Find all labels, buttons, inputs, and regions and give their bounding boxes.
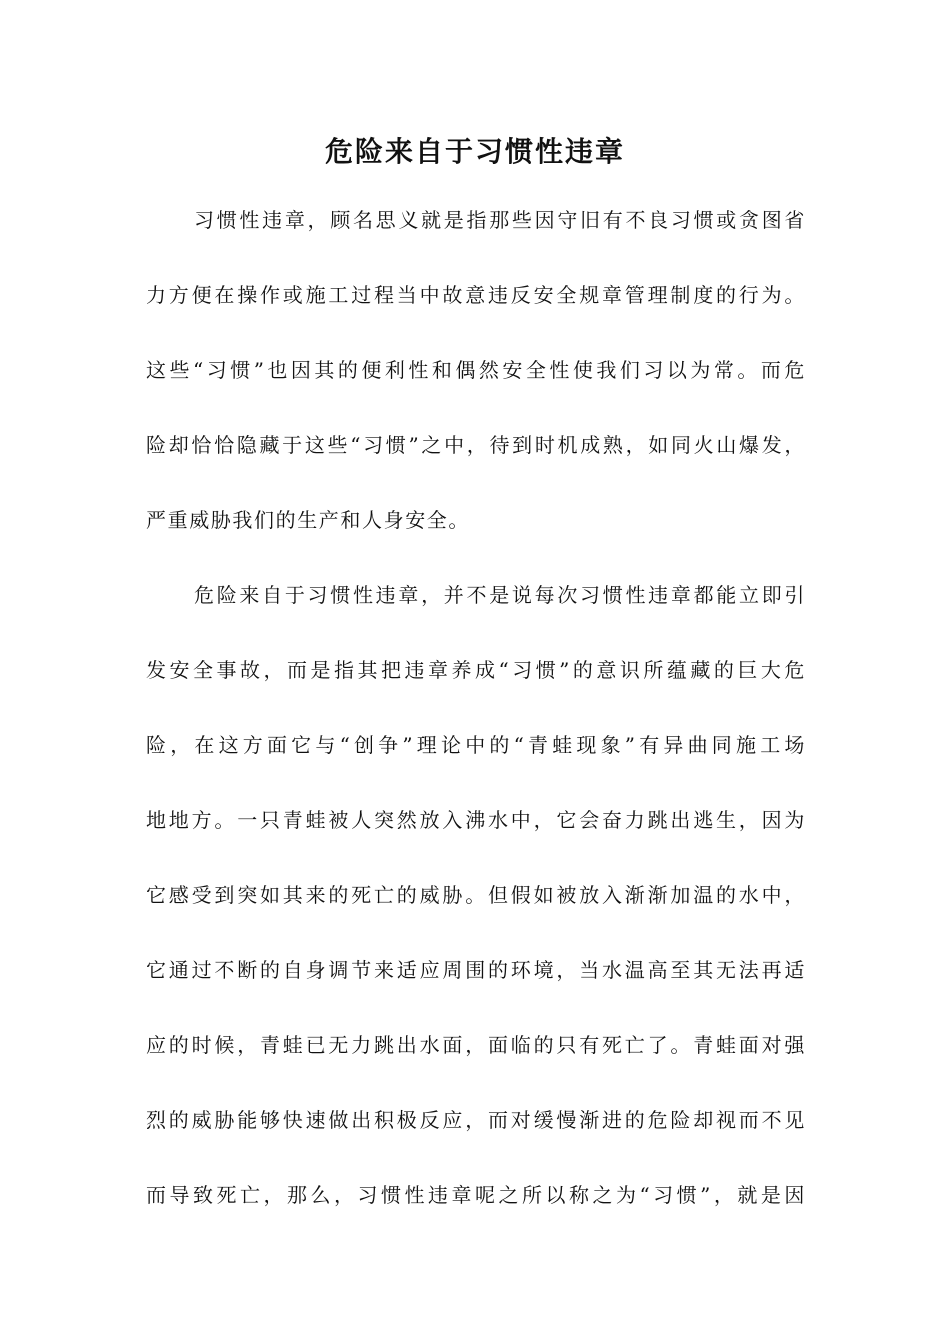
document-title: 危险来自于习惯性违章 <box>324 135 625 168</box>
paragraph-line: 险，在这方面它与“创争”理论中的“青蛙现象”有异曲同施工场 <box>146 733 806 757</box>
paragraph-line: 危险来自于习惯性违章，并不是说每次习惯性违章都能立即引 <box>194 583 806 607</box>
paragraph-line: 这些“习惯”也因其的便利性和偶然安全性使我们习以为常。而危 <box>146 358 806 382</box>
paragraph-line: 它感受到突如其来的死亡的威胁。但假如被放入渐渐加温的水中， <box>146 883 806 907</box>
paragraph-line: 习惯性违章，顾名思义就是指那些因守旧有不良习惯或贪图省 <box>194 208 806 232</box>
paragraph-line: 地地方。一只青蛙被人突然放入沸水中，它会奋力跳出逃生，因为 <box>146 808 806 832</box>
paragraph-line: 应的时候，青蛙已无力跳出水面，面临的只有死亡了。青蛙面对强 <box>146 1033 806 1057</box>
paragraph-line: 烈的威胁能够快速做出积极反应，而对缓慢渐进的危险却视而不见 <box>146 1108 806 1132</box>
paragraph-line: 险却恰恰隐藏于这些“习惯”之中，待到时机成熟，如同火山爆发， <box>146 433 806 457</box>
paragraph-line: 而导致死亡，那么，习惯性违章呢之所以称之为“习惯”，就是因 <box>146 1183 806 1207</box>
paragraph-line: 严重威胁我们的生产和人身安全。 <box>146 508 470 532</box>
paragraph-line: 力方便在操作或施工过程当中故意违反安全规章管理制度的行为。 <box>146 283 806 307</box>
paragraph-line: 它通过不断的自身调节来适应周围的环境，当水温高至其无法再适 <box>146 958 806 982</box>
paragraph-line: 发安全事故，而是指其把违章养成“习惯”的意识所蕴藏的巨大危 <box>146 658 806 682</box>
